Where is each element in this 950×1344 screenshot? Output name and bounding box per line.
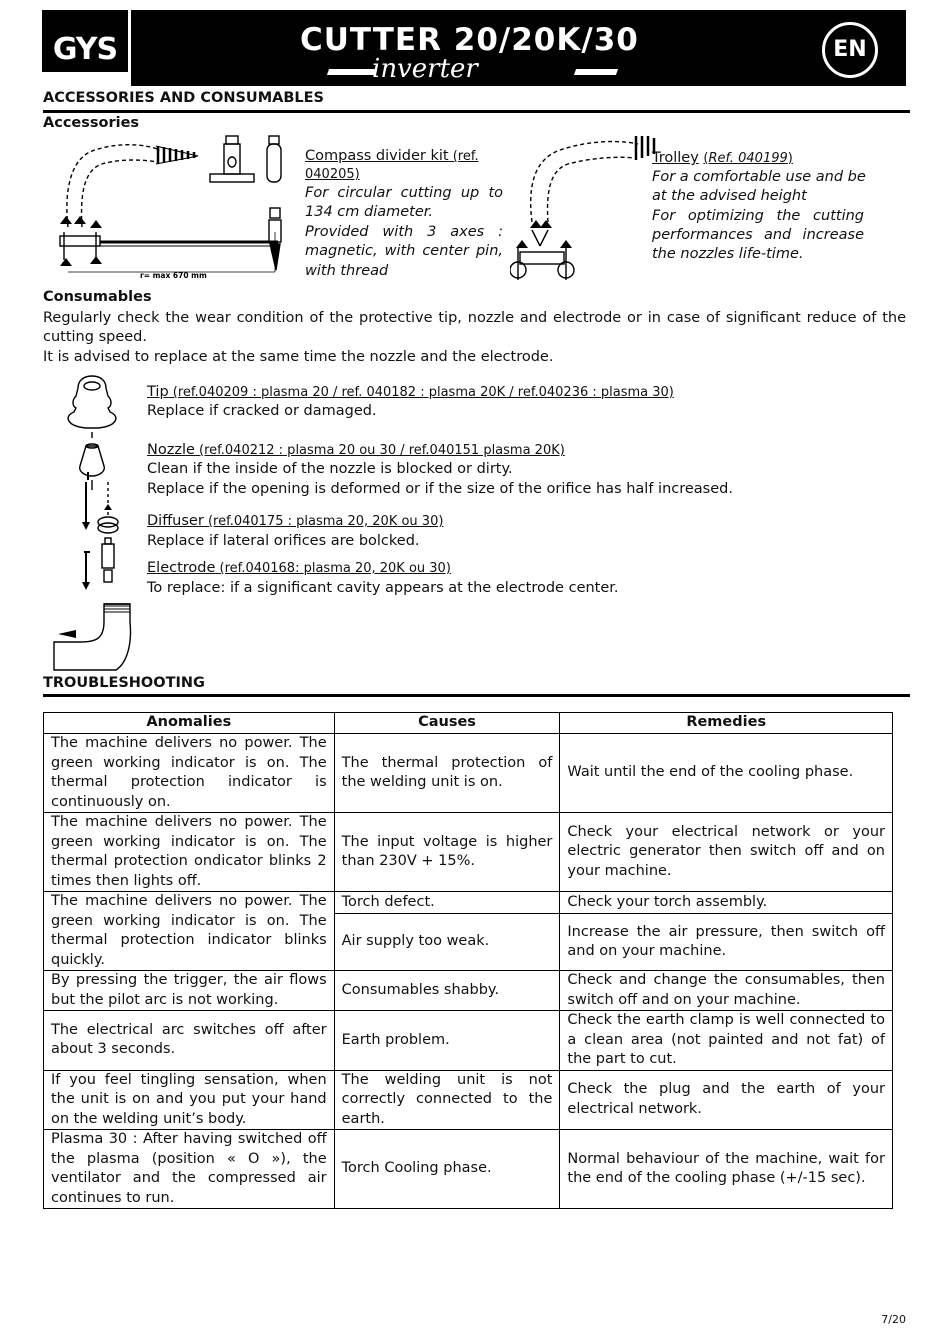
remedy-cell: Check your torch assembly. — [560, 892, 893, 914]
title-bar-left — [327, 69, 377, 75]
cause-cell: Earth problem. — [334, 1011, 560, 1071]
troubleshooting-table — [43, 712, 893, 1209]
cause-cell: Consumables shabby. — [334, 971, 560, 1011]
compass-kit-title — [305, 146, 479, 167]
brand-logo: GYS — [52, 32, 118, 67]
consumable-tip-ref: (ref.040209 : plasma 20 / ref. 040182 : plasma 20K / ref.040236 : plasma 30) — [168, 385, 674, 400]
consumable-tip-name: Tip — [147, 384, 169, 400]
consumable-electrode-title — [147, 558, 451, 579]
remedy-cell: Normal behaviour of the machine, wait for the end of the cooling phase (+/-15 sec). — [560, 1130, 893, 1209]
anomaly-cell: The electrical arc switches off after about 3 seconds. — [44, 1011, 335, 1071]
product-title: CUTTER 20/20K/30 — [300, 22, 639, 58]
consumable-diffuser-ref: (ref.040175 : plasma 20, 20K ou 30) — [203, 514, 444, 529]
compass-kit-desc-1: For circular cutting up to — [305, 185, 503, 201]
trolley-title: Trolley (Ref. 040199) — [652, 150, 793, 166]
consumable-diffuser-name: Diffuser — [147, 513, 204, 529]
trolley-desc-2: at the advised height — [652, 188, 807, 204]
cause-cell: The thermal protection of the welding unit is on. — [334, 734, 560, 813]
cause-cell: The input voltage is higher than 230V + 15%. — [334, 813, 560, 892]
section-rule-troubleshooting — [43, 694, 910, 697]
consumable-tip-title — [147, 382, 674, 403]
remedy-cell: Check the earth clamp is well connected to a clean area (not painted and not fat) of the part to cut. — [560, 1011, 893, 1071]
consumables-title: Consumables — [43, 289, 152, 305]
consumable-nozzle-name: Nozzle — [147, 442, 195, 458]
trolley-name: Trolley — [652, 150, 699, 166]
remedy-cell: Check your electrical network or your electric generator then switch off and on your machine. — [560, 813, 893, 892]
consumable-tip-line-1: Replace if cracked or damaged. — [147, 403, 377, 419]
consumable-diffuser-line-1: Replace if lateral orifices are bolcked. — [147, 533, 420, 549]
header-remedies: Remedies — [560, 713, 893, 734]
anomaly-cell: The machine delivers no power. The green working indicator is on. The thermal protection indicator is continuously on. — [44, 734, 335, 813]
consumable-nozzle-title — [147, 440, 565, 461]
consumable-electrode-ref: (ref.040168: plasma 20, 20K ou 30) — [215, 561, 451, 576]
product-subtitle: inverter — [372, 54, 478, 84]
anomaly-cell: If you feel tingling sensation, when the unit is on and you put your hand on the welding unit’s body. — [44, 1070, 335, 1130]
section-title-accessories-consumables: ACCESSORIES AND CONSUMABLES — [43, 90, 324, 106]
cause-cell: Torch Cooling phase. — [334, 1130, 560, 1209]
consumable-diffuser-title — [147, 511, 443, 532]
compass-kit-name: Compass divider kit — [305, 148, 449, 164]
consumables-intro-2: cutting speed. — [43, 329, 147, 345]
consumable-nozzle-line-1: Clean if the inside of the nozzle is blocked or dirty. — [147, 461, 513, 477]
compass-radius-label: r= max 670 mm — [140, 271, 207, 280]
compass-kit-ref-2: 040205) — [305, 167, 360, 182]
page-number: 7/20 — [881, 1313, 906, 1326]
section-rule — [43, 110, 910, 113]
compass-kit-desc-4: magnetic, with center pin, — [305, 243, 503, 259]
trolley-desc-3: For optimizing the cutting — [652, 208, 864, 224]
brand-box — [42, 10, 131, 86]
remedy-cell: Wait until the end of the cooling phase. — [560, 734, 893, 813]
torch-consumables-illustration — [46, 372, 138, 672]
page-header — [42, 10, 906, 86]
table-row — [44, 892, 893, 914]
cause-cell: Air supply too weak. — [334, 914, 560, 971]
anomaly-cell: By pressing the trigger, the air flows but the pilot arc is not working. — [44, 971, 335, 1011]
table-row — [44, 1070, 893, 1130]
language-badge: EN — [822, 22, 878, 78]
trolley-desc-5: the nozzles life-time. — [652, 246, 804, 262]
table-header-row — [44, 713, 893, 734]
cause-cell: The welding unit is not correctly connected to the earth. — [334, 1070, 560, 1130]
trolley-ref: Ref. 040199 — [708, 151, 788, 166]
compass-kit-desc-2: 134 cm diameter. — [305, 204, 434, 220]
header-causes: Causes — [334, 713, 560, 734]
anomaly-cell: The machine delivers no power. The green working indicator is on. The thermal protection indicator blinks quickly. — [44, 892, 335, 971]
table-row — [44, 1130, 893, 1209]
consumable-electrode-line-1: To replace: if a significant cavity appears at the electrode center. — [147, 580, 619, 596]
table-row — [44, 971, 893, 1011]
consumables-intro-1: Regularly check the wear condition of the protective tip, nozzle and electrode or in case of significant reduce of the — [43, 310, 906, 326]
compass-kit-illustration — [50, 132, 295, 282]
consumable-electrode-name: Electrode — [147, 560, 216, 576]
section-title-troubleshooting: TROUBLESHOOTING — [43, 675, 205, 691]
remedy-cell: Check and change the consumables, then switch off and on your machine. — [560, 971, 893, 1011]
anomaly-cell: Plasma 30 : After having switched off the plasma (position « O »), the ventilator and the compressed air continues to run. — [44, 1130, 335, 1209]
header-anomalies: Anomalies — [44, 713, 335, 734]
consumables-intro-3: It is advised to replace at the same time the nozzle and the electrode. — [43, 349, 554, 365]
cause-cell: Torch defect. — [334, 892, 560, 914]
accessories-title: Accessories — [43, 115, 140, 131]
title-bar-right — [574, 69, 618, 75]
trolley-desc-1: For a comfortable use and be — [652, 169, 866, 185]
compass-kit-desc-5: with thread — [305, 263, 389, 279]
consumable-nozzle-line-2: Replace if the opening is deformed or if the size of the orifice has half increased. — [147, 481, 733, 497]
trolley-desc-4: performances and increase — [652, 227, 864, 243]
compass-kit-ref-1: (ref. — [448, 149, 479, 164]
compass-kit-desc-3: Provided with 3 axes : — [305, 224, 503, 240]
remedy-cell: Check the plug and the earth of your electrical network. — [560, 1070, 893, 1130]
remedy-cell: Increase the air pressure, then switch off and on your machine. — [560, 914, 893, 971]
table-row — [44, 813, 893, 892]
brand-bar — [42, 72, 128, 86]
consumable-nozzle-ref: (ref.040212 : plasma 20 ou 30 / ref.040151 plasma 20K) — [194, 443, 565, 458]
anomaly-cell: The machine delivers no power. The green working indicator is on. The thermal protection ondicator blinks 2 times then lights off. — [44, 813, 335, 892]
table-row — [44, 734, 893, 813]
trolley-illustration — [510, 130, 660, 290]
table-row — [44, 1011, 893, 1071]
